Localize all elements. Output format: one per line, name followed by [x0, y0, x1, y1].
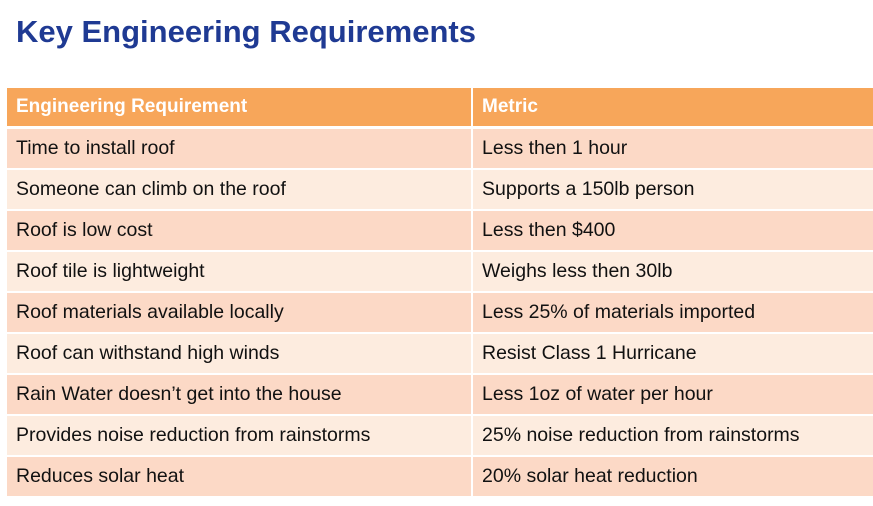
requirement-cell: Roof is low cost: [7, 210, 472, 251]
metric-cell: Weighs less then 30lb: [472, 251, 873, 292]
metric-cell: Less 25% of materials imported: [472, 292, 873, 333]
metric-cell: Less then $400: [472, 210, 873, 251]
table-row: [7, 251, 873, 292]
table-row: [7, 169, 873, 210]
table-row: [7, 415, 873, 456]
metric-cell: Resist Class 1 Hurricane: [472, 333, 873, 374]
table-row: [7, 210, 873, 251]
table-row: [7, 333, 873, 374]
requirement-cell: Provides noise reduction from rainstorms: [7, 415, 472, 456]
metric-cell: Less 1oz of water per hour: [472, 374, 873, 415]
column-header-requirement: Engineering Requirement: [7, 88, 472, 128]
table-row: [7, 292, 873, 333]
table-row: [7, 456, 873, 497]
requirement-cell: Time to install roof: [7, 128, 472, 170]
metric-cell: Less then 1 hour: [472, 128, 873, 170]
column-header-metric: Metric: [472, 88, 873, 128]
requirement-cell: Reduces solar heat: [7, 456, 472, 497]
page-title: Key Engineering Requirements: [16, 14, 476, 49]
metric-cell: Supports a 150lb person: [472, 169, 873, 210]
table-row: [7, 128, 873, 170]
table-header-row: [7, 88, 873, 128]
requirement-cell: Someone can climb on the roof: [7, 169, 472, 210]
requirements-table: [7, 88, 873, 498]
requirement-cell: Rain Water doesn’t get into the house: [7, 374, 472, 415]
requirement-cell: Roof materials available locally: [7, 292, 472, 333]
requirement-cell: Roof tile is lightweight: [7, 251, 472, 292]
metric-cell: 20% solar heat reduction: [472, 456, 873, 497]
metric-cell: 25% noise reduction from rainstorms: [472, 415, 873, 456]
table-row: [7, 374, 873, 415]
requirement-cell: Roof can withstand high winds: [7, 333, 472, 374]
